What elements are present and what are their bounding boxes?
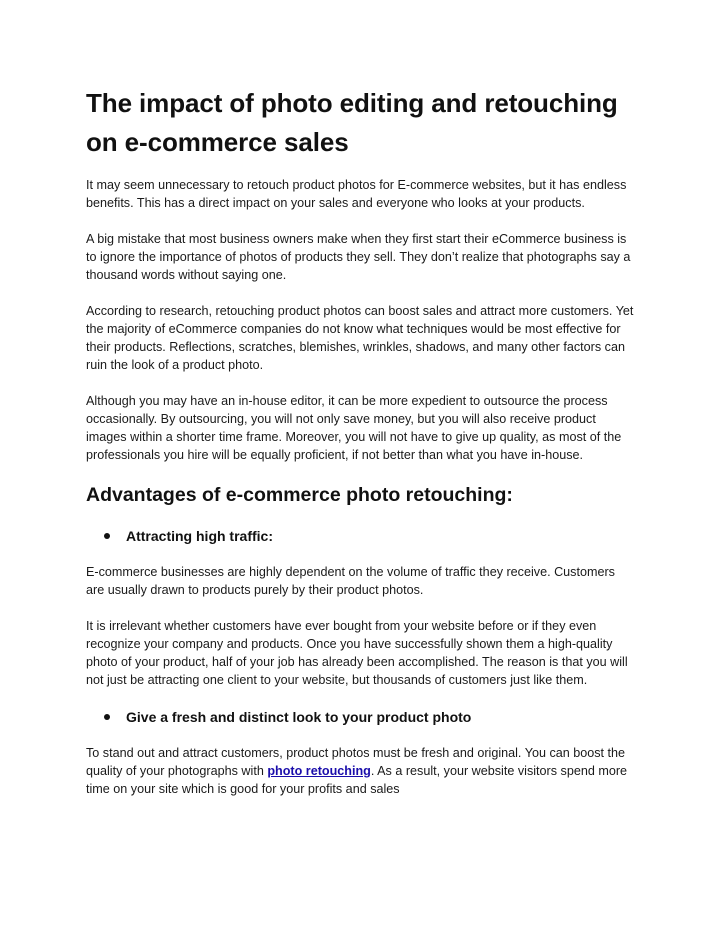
paragraph-fresh-look: [86, 744, 634, 798]
bullet-dot-icon: [104, 714, 110, 720]
paragraph-traffic-1: E-commerce businesses are highly dependent on the volume of traffic they receive. Customers are usually drawn to products purely by their product photos.: [86, 565, 615, 597]
photo-retouching-link[interactable]: photo retouching: [267, 764, 371, 778]
bullet-label: Give a fresh and distinct look to your product photo: [126, 709, 472, 725]
paragraph-intro-3: According to research, retouching product photos can boost sales and attract more customers. Yet the majority of eCommerce companies do not know what techniques would be most effective for their products. Reflections, scratches, blemishes, wrinkles, shadows, and many other factors can ruin the look of a product photo.: [86, 304, 634, 372]
paragraph-intro-1: It may seem unnecessary to retouch product photos for E-commerce websites, but it has endless benefits. This has a direct impact on your sales and everyone who looks at your products.: [86, 178, 627, 210]
paragraph-text-after-link: . As a result, your website visitors spend more time on your site which is good for your profits and sales: [86, 764, 628, 796]
bullet-item-traffic: [104, 526, 634, 546]
bullet-item-fresh-look: [104, 707, 634, 727]
paragraph-traffic-2: It is irrelevant whether customers have ever bought from your website before or if they even recognize your company and products. Once you have successfully shown them a high-quality photo of your product, half of your job has already been accomplished. The reason is that you will not just be attracting one client to your website, but thousands of customers just like them.: [86, 619, 628, 687]
paragraph-intro-2: A big mistake that most business owners make when they first start their eCommerce business is to ignore the importance of photos of products they sell. They don’t realize that photographs say a thousand words without saying one.: [86, 232, 631, 282]
paragraph-text-before-link: To stand out and attract customers, product photos must be fresh and original. You can boost the quality of your photographs with: [86, 746, 626, 778]
section-heading: Advantages of e-commerce photo retouching:: [86, 484, 513, 506]
paragraph-intro-4: Although you may have an in-house editor, it can be more expedient to outsource the process occasionally. By outsourcing, you will not only save money, but you will also receive product images within a shorter time frame. Moreover, you will not have to give up quality, as most of the professionals you hire will be equally proficient, if not better than what you have in-house.: [86, 394, 622, 462]
page-title: The impact of photo editing and retouching on e-commerce sales: [86, 88, 618, 157]
bullet-label: Attracting high traffic:: [126, 528, 273, 544]
bullet-dot-icon: [104, 533, 110, 539]
